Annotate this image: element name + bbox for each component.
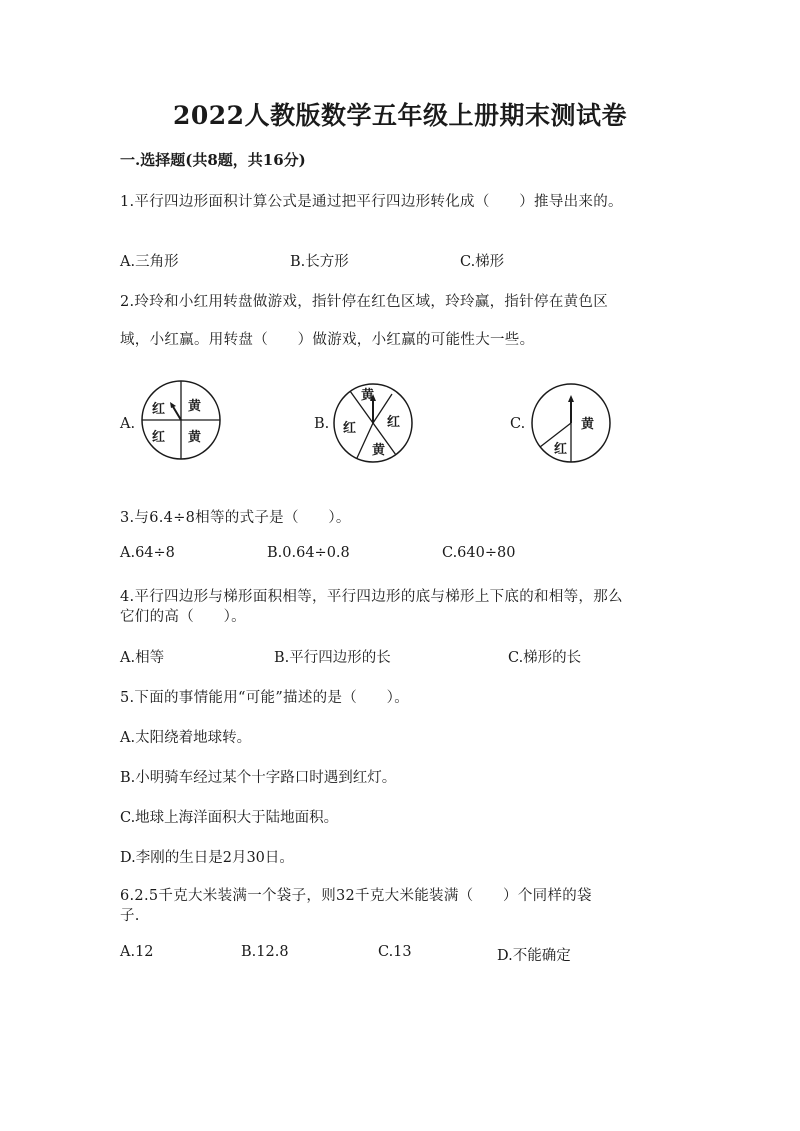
question-6-line-1: 6.2.5千克大米装满一个袋子，则32千克大米能装满（ ）个同样的袋 xyxy=(120,888,592,904)
spinner-c-red: 红 xyxy=(554,442,568,457)
section-heading: 一.选择题(共8题，共16分) xyxy=(120,151,306,169)
spinner-a-red-top: 红 xyxy=(152,402,166,417)
question-6-line-2: 子. xyxy=(120,908,140,924)
q4-option-b: B.平行四边形的长 xyxy=(274,650,391,666)
q1-option-b: B.长方形 xyxy=(290,254,349,270)
q4-option-c: C.梯形的长 xyxy=(508,650,582,666)
q6-option-d: D.不能确定 xyxy=(497,948,571,964)
question-4-line-1: 4.平行四边形与梯形面积相等，平行四边形的底与梯形上下底的和相等，那么 xyxy=(120,589,623,605)
question-2-line-1: 2.玲玲和小红用转盘做游戏，指针停在红色区域，玲玲赢，指针停在黄色区 xyxy=(120,294,609,310)
spinner-a-pointer-icon xyxy=(172,405,181,420)
spinner-b-red-right: 红 xyxy=(387,415,401,430)
q6-option-b: B.12.8 xyxy=(241,944,289,960)
q5-option-a: A.太阳绕着地球转。 xyxy=(120,730,252,746)
spinner-a-label: A. xyxy=(120,416,136,432)
spinner-b-red-left: 红 xyxy=(343,421,357,436)
spinner-c-arrowhead-icon xyxy=(568,395,574,402)
question-5: 5.下面的事情能用“可能”描述的是（ ）。 xyxy=(120,690,410,706)
q3-option-b: B.0.64÷0.8 xyxy=(267,545,350,561)
q5-option-b: B.小明骑车经过某个十字路口时遇到红灯。 xyxy=(120,770,397,786)
page-title: 2022人教版数学五年级上册期末测试卷 xyxy=(172,101,628,130)
spinner-b-label: B. xyxy=(314,416,330,432)
spinner-a-yellow-top: 黄 xyxy=(188,399,202,414)
spinner-c xyxy=(528,380,614,466)
spinner-a-red-bottom: 红 xyxy=(152,430,166,445)
spinner-b-yellow-top: 黄 xyxy=(361,388,375,403)
question-4-line-2: 它们的高（ ）。 xyxy=(120,609,246,625)
q6-option-c: C.13 xyxy=(378,944,412,960)
q5-option-c: C.地球上海洋面积大于陆地面积。 xyxy=(120,810,339,826)
q1-option-a: A.三角形 xyxy=(120,254,179,270)
spinner-c-label: C. xyxy=(510,416,526,432)
spinner-a-yellow-bottom: 黄 xyxy=(188,430,202,445)
spinner-a xyxy=(138,377,224,463)
q3-option-c: C.640÷80 xyxy=(442,545,516,561)
question-3: 3.与6.4÷8相等的式子是（ ）。 xyxy=(120,510,351,526)
spinner-a-arrowhead-icon xyxy=(170,402,176,408)
q6-option-a: A.12 xyxy=(120,944,154,960)
q5-option-d: D.李刚的生日是2月30日。 xyxy=(120,850,294,866)
spinner-b xyxy=(330,380,416,466)
q1-option-c: C.梯形 xyxy=(460,254,505,270)
spinner-b-yellow-bottom: 黄 xyxy=(372,443,386,458)
question-2-line-2: 域，小红赢。用转盘（ ）做游戏，小红赢的可能性大一些。 xyxy=(120,332,535,348)
spinner-b-divider-3 xyxy=(357,423,373,458)
question-1: 1.平行四边形面积计算公式是通过把平行四边形转化成（ ）推导出来的。 xyxy=(120,194,623,210)
spinner-c-yellow: 黄 xyxy=(581,417,595,432)
q3-option-a: A.64÷8 xyxy=(120,545,175,561)
q4-option-a: A.相等 xyxy=(120,650,165,666)
